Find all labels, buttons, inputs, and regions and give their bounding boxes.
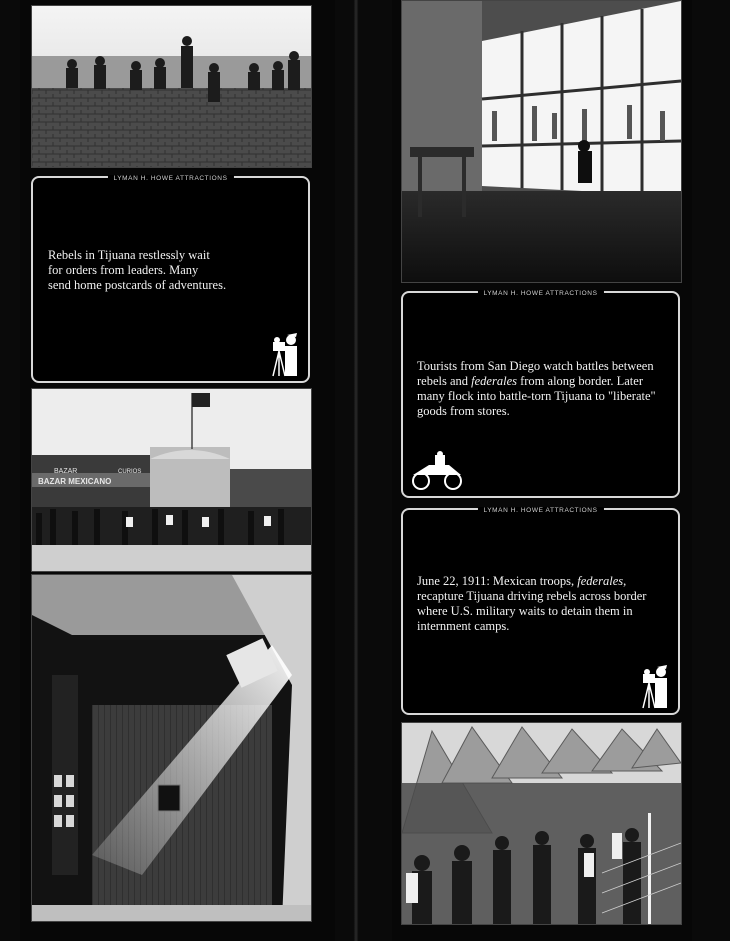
card-caption: June 22, 1911: Mexican troops, federales, recapture Tijuana driving rebels across border where U.S. military waits to detain them in internment camps. [417,574,647,633]
caption-card-tourists [401,291,680,498]
page-fold [353,0,359,941]
projection-room-photo [31,574,312,922]
card-caption: Rebels in Tijuana restlessly wait for orders from leaders. Many send home postcards of adventures. [48,248,227,292]
caption-card-federales [401,508,680,715]
bazar-sign-upper-text: BAZAR [54,468,78,475]
card-header: LYMAN H. HOWE ATTRACTIONS [477,507,603,514]
curios-sign-text: CURIOS [118,469,142,475]
card-header: LYMAN H. HOWE ATTRACTIONS [107,175,233,182]
caption-card-rebels [31,176,310,383]
card-caption: Tourists from San Diego watch battles between rebels and federales from along border. Later many flock into battle-torn Tijuana to "liberate" goods from stores. [417,359,656,418]
bazar-mexicano-photo [31,388,312,572]
antique-car-icon [409,451,465,496]
rebels-on-wall-photo [31,5,312,168]
cameraman-icon [271,328,307,383]
card-header: LYMAN H. HOWE ATTRACTIONS [477,290,603,297]
viewing-window-photo [401,0,682,283]
internment-camp-photo [401,722,682,925]
cameraman-icon [641,660,677,715]
bazar-sign-text: BAZAR MEXICANO [38,477,112,486]
